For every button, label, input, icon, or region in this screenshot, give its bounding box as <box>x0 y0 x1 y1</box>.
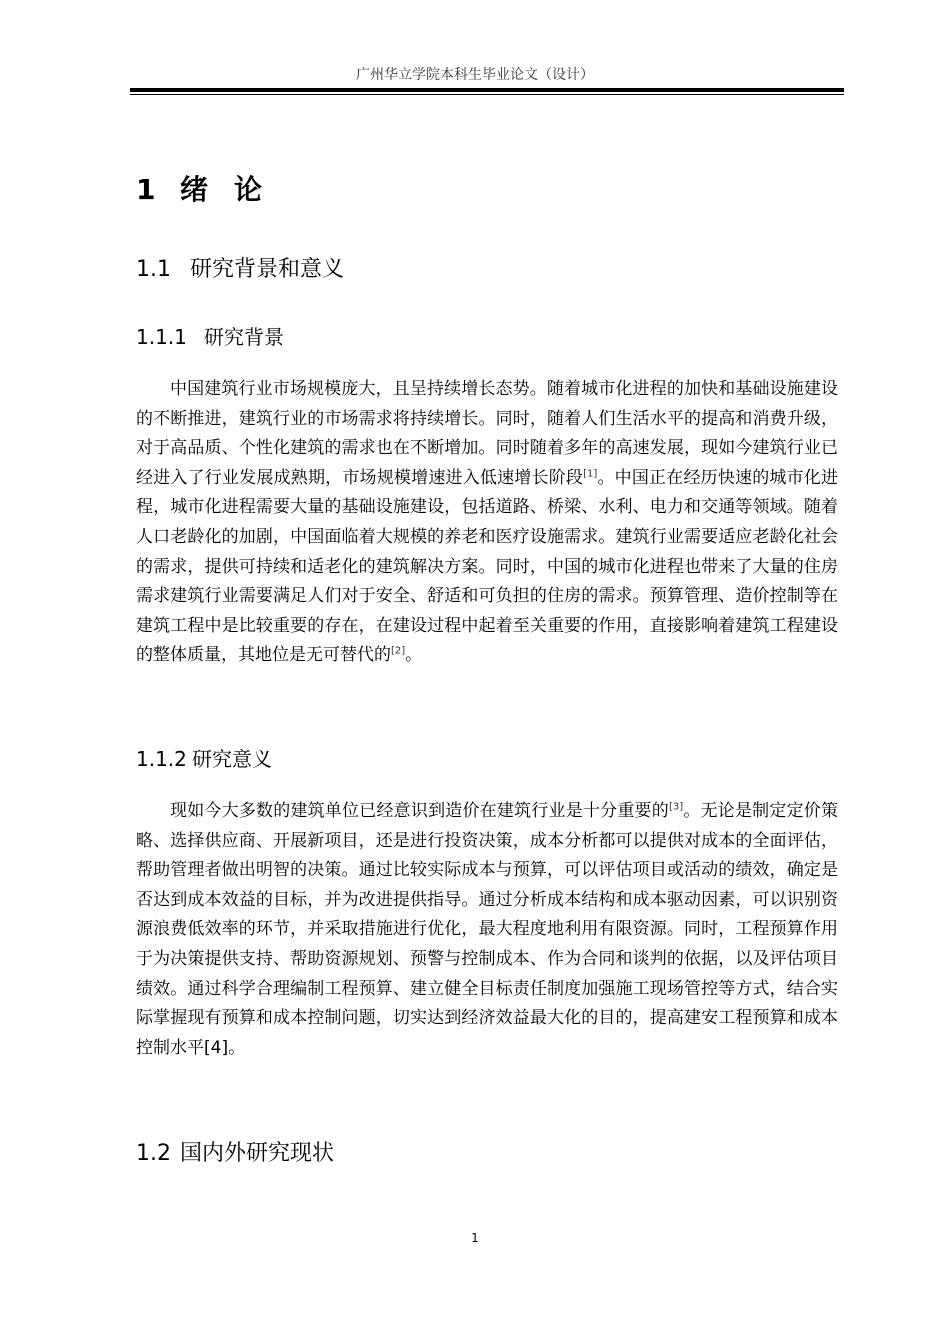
section-heading-1-2 <box>136 1136 334 1167</box>
subsection-heading-1-1-2 <box>136 743 272 772</box>
subsection-title: 研究意义 <box>192 747 272 771</box>
page-number: 1 <box>471 1231 479 1245</box>
paragraph-significance <box>136 797 838 1063</box>
text-segment: 。无论是制定定价策略、选择供应商、开展新项目，还是进行投资决策，成本分析都可以提供对成本的全面评估，帮助管理者做出明智的决策。通过比较实际成本与预算，可以评估项目或活动的绩效，确定是否达到成本效益的目标，并为改进提供指导。通过分析成本结构和成本驱动因素，可以识别资源浪费低效率的环节，并采取措施进行优化，最大程度地利用有限资源。同时，工程预算作用于为决策提供支持、帮助资源规划、预警与控制成本、作为合同和谈判的依据，以及评估项目绩效。通过科学合理编制工程预算、建立健全目标责任制度加强施工现场管控等方式，结合实际掌握现有预算和成本控制问题，切实达到经济效益最大化的目的，提高建安工程预算和成本控制水平[4]。 <box>136 801 839 1058</box>
text-segment: 。中国正在经历快速的城市化进程，城市化进程需要大量的基础设施建设，包括道路、桥梁、水利、电力和交通等领域。随着人口老龄化的加剧，中国面临着大规模的养老和医疗设施需求。建筑行业需要适应老龄化社会的需求，提供可持续和适老化的建筑解决方案。同时，中国的城市化进程也带来了大量的住房需求建筑行业需要满足人们对于安全、舒适和可负担的住房的需求。预算管理、造价控制等在建筑工程中是比较重要的存在，在建设过程中起着至关重要的作用，直接影响着建筑工程建设的整体质量，其地位是无可替代的 <box>136 467 839 666</box>
section-number: 1.2 <box>136 1141 171 1166</box>
citation-ref: [3] <box>668 801 684 813</box>
section-title: 研究背景和意义 <box>190 257 345 282</box>
citation-ref: [2] <box>391 645 406 657</box>
chapter-number: 1 <box>136 173 156 206</box>
section-number: 1.1 <box>136 257 171 282</box>
running-header: 广州华立学院本科生毕业论文（设计） <box>356 67 594 83</box>
text-segment: 。 <box>405 645 423 666</box>
subsection-number: 1.1.2 <box>136 747 187 771</box>
subsection-title: 研究背景 <box>204 325 284 349</box>
chapter-title: 绪论 <box>180 173 289 206</box>
subsection-number: 1.1.1 <box>136 325 187 349</box>
paragraph-background <box>136 375 838 671</box>
section-title: 国内外研究现状 <box>180 1141 335 1166</box>
text-segment: 中国建筑行业市场规模庞大，且呈持续增长态势。随着城市化进程的加快和基础设施建设的不断推进，建筑行业的市场需求将持续增长。同时，随着人们生活水平的提高和消费升级，对于高品质、个性化建筑的需求也在不断增加。同时随着多年的高速发展，现如今建筑行业已经进入了行业发展成熟期，市场规模增速进入低速增长阶段 <box>136 379 838 488</box>
subsection-heading-1-1-1 <box>136 321 284 350</box>
text-segment: 现如今大多数的建筑单位已经意识到造价在建筑行业是十分重要的 <box>170 801 669 821</box>
section-heading-1-1 <box>136 252 344 283</box>
citation-ref: [1] <box>583 468 598 480</box>
header-rule-thick <box>130 88 844 92</box>
header-rule-thin <box>130 94 844 95</box>
chapter-heading <box>136 168 288 208</box>
